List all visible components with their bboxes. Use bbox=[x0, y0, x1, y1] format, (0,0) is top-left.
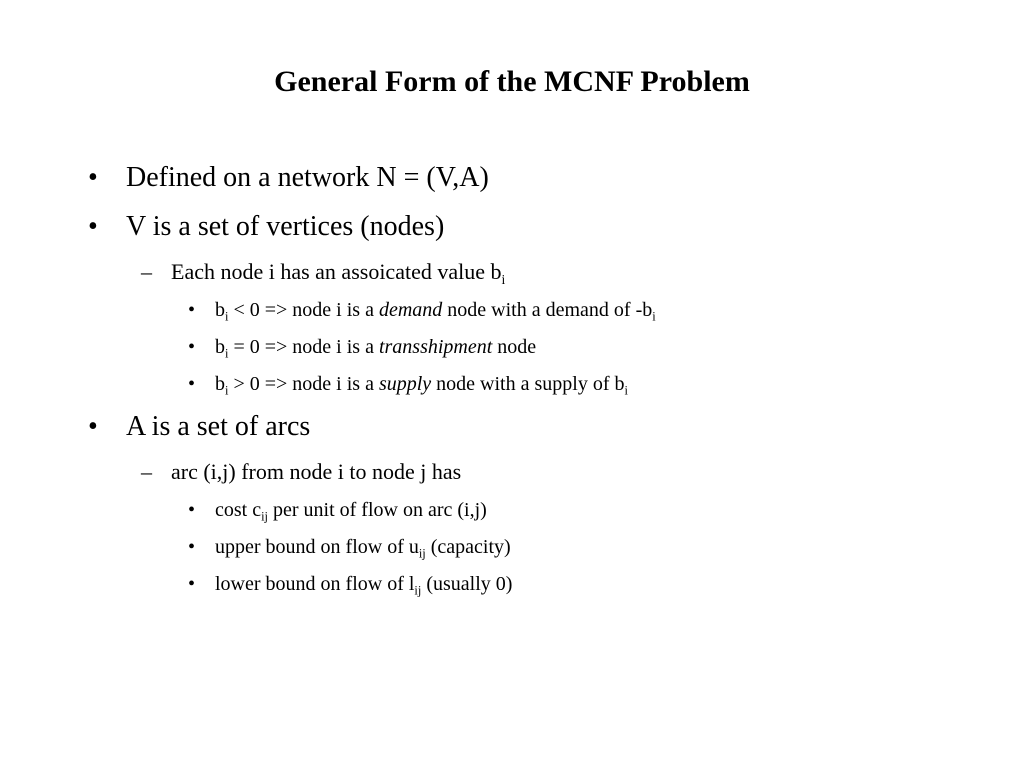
sub-sub-item-text bbox=[215, 371, 628, 397]
sub-sub-item-text bbox=[215, 334, 536, 360]
sub-sub-item-text bbox=[215, 571, 512, 597]
text-segment: b bbox=[215, 336, 225, 358]
subscript: ij bbox=[261, 509, 268, 524]
text-segment: lower bound on flow of l bbox=[215, 573, 415, 595]
text-segment: node with a supply of b bbox=[431, 373, 625, 395]
subscript: ij bbox=[418, 546, 426, 561]
text-segment: (usually 0) bbox=[421, 573, 513, 595]
subscript: i bbox=[225, 309, 229, 324]
subscript: i bbox=[624, 383, 628, 398]
emphasis-text: transshipment bbox=[378, 336, 493, 358]
slide-title: General Form of the MCNF Problem bbox=[274, 65, 750, 98]
dash-icon: – bbox=[141, 259, 152, 284]
bullet-icon: • bbox=[188, 336, 196, 358]
subscript: i bbox=[225, 346, 229, 361]
text-segment: > 0 => node i is a bbox=[228, 373, 379, 395]
dash-icon: – bbox=[141, 459, 152, 484]
emphasis-text: demand bbox=[378, 299, 443, 321]
text-segment: b bbox=[215, 373, 225, 395]
text-segment: cost c bbox=[215, 499, 262, 521]
text-segment: per unit of flow on arc (i,j) bbox=[267, 499, 487, 521]
bullet-text: A is a set of arcs bbox=[126, 411, 311, 442]
sub-sub-item-text bbox=[215, 534, 511, 560]
bullet-icon: • bbox=[188, 499, 196, 521]
bullet-icon: • bbox=[188, 536, 196, 558]
bullet-text: V is a set of vertices (nodes) bbox=[126, 211, 445, 242]
text-segment: < 0 => node i is a bbox=[228, 299, 379, 321]
bullet-icon: • bbox=[88, 411, 98, 442]
bullet-icon: • bbox=[188, 299, 196, 321]
sub-item-text: arc (i,j) from node i to node j has bbox=[171, 459, 462, 484]
subscript: i bbox=[501, 271, 506, 287]
sub-item-text bbox=[171, 258, 505, 286]
text-segment: = 0 => node i is a bbox=[228, 336, 379, 358]
text-segment: upper bound on flow of u bbox=[215, 536, 419, 558]
bullet-icon: • bbox=[88, 162, 98, 193]
bullet-text: Defined on a network N = (V,A) bbox=[126, 162, 489, 193]
text-segment: (capacity) bbox=[425, 536, 511, 558]
text-segment: Each node i has an assoicated value b bbox=[171, 259, 502, 284]
text-segment: b bbox=[215, 299, 225, 321]
bullet-icon: • bbox=[188, 573, 196, 595]
text-segment: node with a demand of -b bbox=[442, 299, 653, 321]
text-segment: node bbox=[492, 336, 537, 358]
bullet-icon: • bbox=[188, 373, 196, 395]
emphasis-text: supply bbox=[378, 373, 432, 395]
bullet-icon: • bbox=[88, 211, 98, 242]
subscript: i bbox=[652, 309, 656, 324]
subscript: i bbox=[225, 383, 229, 398]
sub-sub-item-text bbox=[215, 497, 487, 523]
subscript: ij bbox=[414, 583, 422, 598]
sub-sub-item-text bbox=[215, 297, 656, 323]
